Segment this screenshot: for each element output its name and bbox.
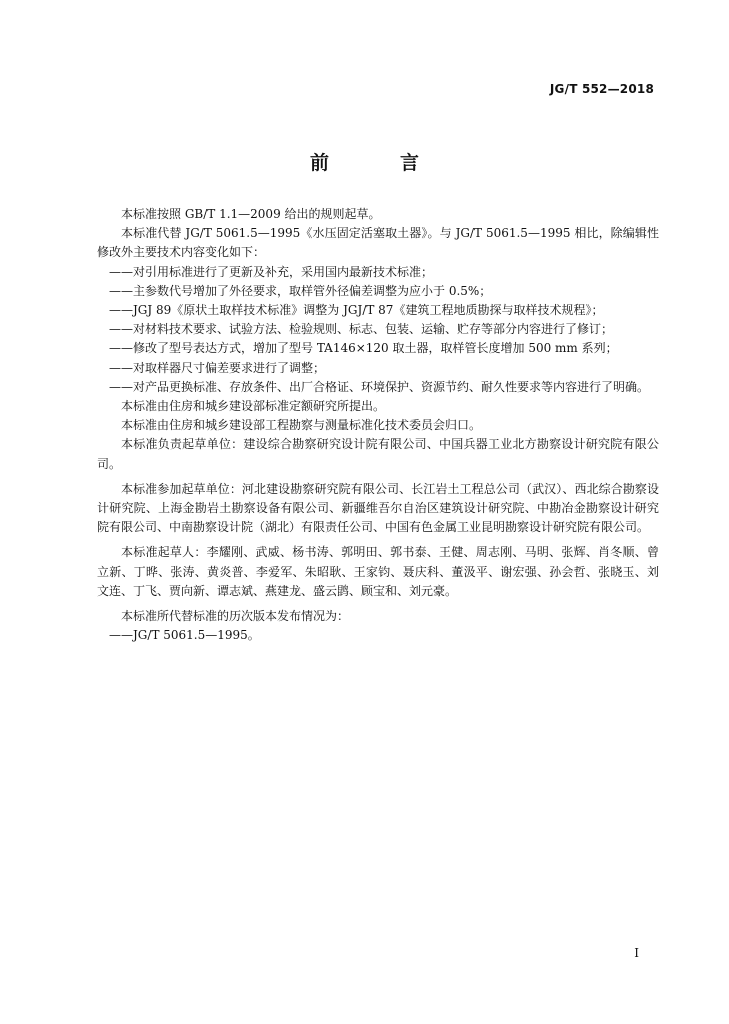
change-item: ——对材料技术要求、试验方法、检验规则、标志、包装、运输、贮存等部分内容进行了修订； bbox=[109, 322, 614, 337]
change-item: ——主参数代号增加了外径要求，取样管外径偏差调整为应小于 0.5%； bbox=[109, 283, 492, 298]
paragraph-participating-drafters: 本标准参加起草单位：河北建设勘察研究院有限公司、长江岩土工程总公司（武汉）、西北综合勘察设计研究院、上海金勘岩土勘察设备有限公司、新疆维吾尔自治区建筑设计研究院、中勘冶金勘察设计研究院有限公司、中南勘察设计院（湖北）有限责任公司、中国有色金属工业昆明勘察设计研究院有限公司。 bbox=[97, 481, 659, 535]
page-title: 前 言 bbox=[309, 152, 445, 174]
page-number: I bbox=[634, 946, 639, 960]
change-item: ——修改了型号表达方式，增加了型号 TA146×120 取土器，取样管长度增加 500 mm 系列； bbox=[109, 341, 618, 356]
paragraph-drafting-rules: 本标准按照 GB/T 1.1—2009 给出的规则起草。 bbox=[121, 207, 381, 221]
standard-code: JG/T 552—2018 bbox=[549, 82, 654, 96]
paragraph-under-jurisdiction: 本标准由住房和城乡建设部工程勘察与测量标准化技术委员会归口。 bbox=[121, 418, 482, 433]
change-item: ——对取样器尺寸偏差要求进行了调整； bbox=[109, 360, 326, 375]
paragraph-proposed-by: 本标准由住房和城乡建设部标准定额研究所提出。 bbox=[121, 399, 386, 414]
change-item: ——对引用标准进行了更新及补充，采用国内最新技术标准； bbox=[109, 264, 434, 279]
paragraph-replacement: 本标准代替 JG/T 5061.5—1995《水压固定活塞取土器》。与 JG/T 5061.5—1995 相比，除编辑性修改外主要技术内容变化如下： bbox=[97, 226, 659, 260]
paragraph-previous-editions: 本标准所代替标准的历次版本发布情况为： bbox=[121, 609, 350, 624]
paragraph-drafters: 本标准起草人：李耀刚、武威、杨书涛、郭明田、郭书泰、王健、周志刚、马明、张辉、肖冬顺、曾立新、丁晔、张涛、黄炎普、李爱军、朱昭耿、王家钧、聂庆科、董汲平、谢宏强、孙会哲、张晓玉、刘文连、丁飞、贾向新、谭志斌、燕建龙、盛云鹍、顾宝和、刘元豪。 bbox=[97, 545, 659, 598]
foreword-body bbox=[97, 205, 659, 645]
change-item: ——JGJ 89《原状土取样技术标准》调整为 JGJ/T 87《建筑工程地质勘探与取样技术规程》； bbox=[109, 303, 604, 318]
paragraph-lead-drafters: 本标准负责起草单位：建设综合勘察研究设计院有限公司、中国兵器工业北方勘察设计研究院有限公司。 bbox=[97, 437, 659, 471]
change-item: ——对产品更换标准、存放条件、出厂合格证、环境保护、资源节约、耐久性要求等内容进行了明确。 bbox=[109, 379, 650, 394]
previous-edition-item: ——JG/T 5061.5—1995。 bbox=[109, 628, 260, 643]
